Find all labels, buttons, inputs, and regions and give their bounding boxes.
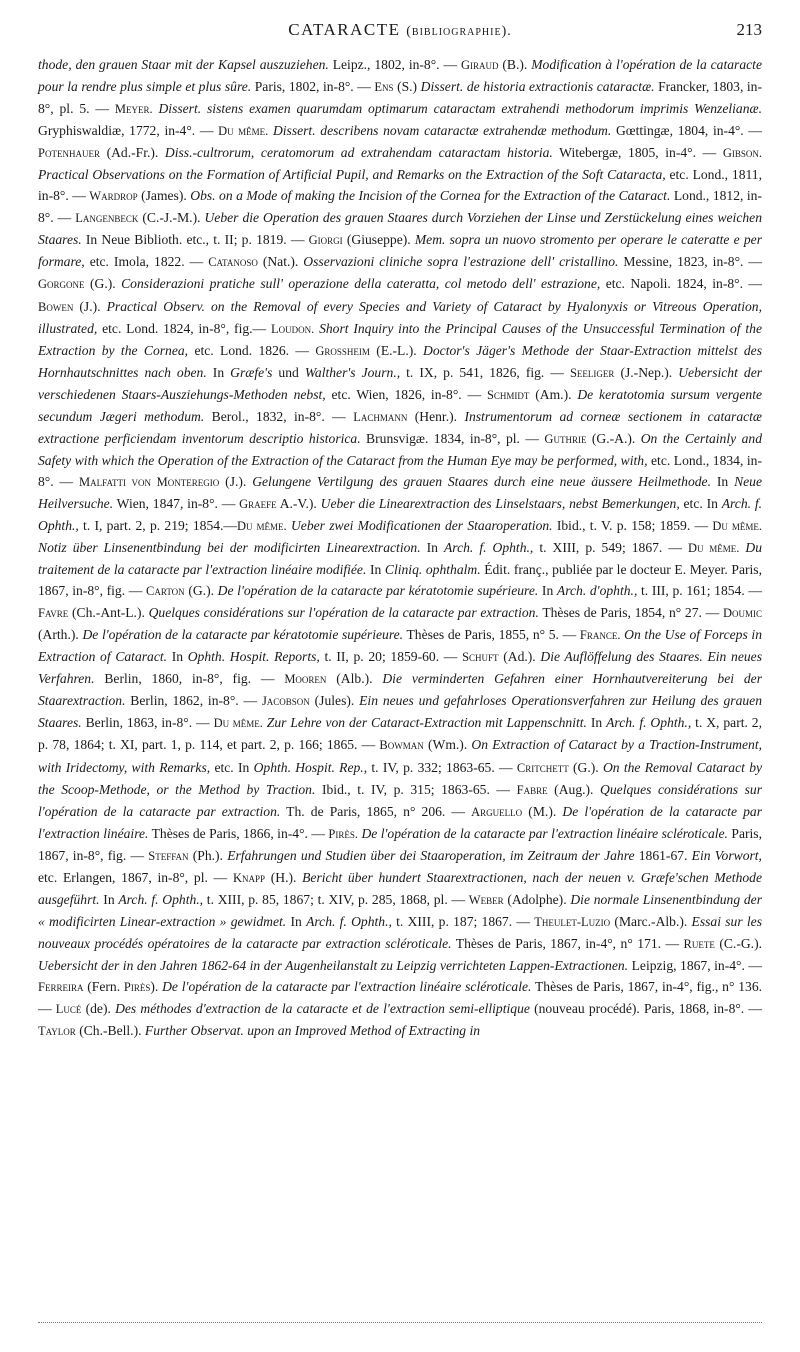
citation-text: und [272,364,305,380]
author-name: Potenhauer [38,146,100,161]
citation-text: (S.) [393,79,421,95]
citation-text: (Ph.). [188,847,228,863]
author-name: Bowman [379,738,424,753]
citation-text: (de). [81,1001,116,1017]
title-text: thode, den grauen Staar mit der Kapsel auszuziehen. [38,57,329,72]
citation-text: (Ad.-Fr.). [99,145,165,161]
citation-text: A.-V.). [276,495,321,511]
title-text: Du traitement de la cataracte par l'extraction linéaire modifiée. [38,540,763,578]
title-text: Zur Lehre von der Cataract-Extraction mit Lappenschnitt. [266,715,587,731]
title-text: Ein neues und gefahrloses Operationsverfahren zur Heilung des grauen Staares. [38,693,763,731]
title-text: Ueber die Linearextraction des Linselstaars, nebst Bemerkungen, [320,495,680,511]
citation-text: (Am.). [529,386,578,402]
citation-text: Thèses de Paris, 1855, n° 5. — [403,627,580,643]
title-text: Considerazioni pratiche sull' operazione della cateratta, col metodo dell' estrazione, [121,276,601,292]
author-name: Fabre [516,782,548,797]
citation-text: Gœttingæ, 1804, in-4°. — [611,123,762,139]
title-text: Obs. on a Mode of making the Incision of the Cornea for the Extraction of the Cataract. [190,188,671,204]
author-name: Du même. [218,124,269,139]
citation-text: (Arth.). [38,627,83,643]
author-name: Schuft [462,650,499,665]
author-name: Favre [38,606,69,621]
title-text: Practical Observations on the Formation of Artificial Pupil, and Remarks on the Extraction of the Soft Cataracta, [38,167,666,183]
author-name: Gibson. [722,146,762,161]
title-text: Dissert. describens novam cataractæ extrahendæ methodum. [272,123,612,139]
title-text: De l'opération de la cataracte par l'extraction linéaire. [38,803,763,841]
citation-text: etc. Erlangen, 1867, in-8°, pl. — [38,869,233,885]
author-name: Taylor [38,1024,76,1039]
citation-text: In [99,891,119,907]
author-name: Seeliger [569,365,615,380]
citation-text: (Adolphe). [503,891,571,907]
title-text: De l'opération de la cataracte par kératotomie supérieure. [82,627,404,643]
citation-text: Witebergæ, 1805, in-4°. — [552,145,723,161]
citation-text: Thèses de Paris, 1866, in-4°. — [148,825,329,841]
title-text: Græfe's [230,364,273,380]
citation-text: (Wm.). [423,737,472,753]
title-text: Bericht über hundert Staarextractionen, nach der neuen v. Græfe'schen Methode ausgeführt. [38,869,762,907]
title-text: Arch. f. Ophth., [606,715,692,731]
title-text: Cliniq. ophthalm. [384,562,481,578]
citation-text: (B.). [498,57,532,72]
title-text: Further Observat. upon an Improved Method of Extracting in [144,1023,481,1039]
citation-text: Brunsvigæ. 1834, in-8°, pl. — [360,430,545,446]
citation-text: In [710,473,735,489]
citation-text: Ibid., t. V. p. 158; 1859. — [552,517,713,533]
citation-text: In [366,562,385,578]
title-text: De l'opération de la cataracte par l'extraction linéaire scléroticale. [162,978,532,994]
author-name: Du même. [213,716,263,731]
author-name: Catanoso [208,255,258,270]
page-header [38,20,762,54]
author-name: Ruete [683,936,715,951]
citation-text: In [538,583,557,599]
citation-text: Paris, 1802, in-8°. — [251,79,375,95]
citation-text: Berlin, 1860, in-8°, fig. — [94,671,285,687]
citation-text: (Giuseppe). [342,232,415,248]
bibliography-paragraph [38,54,762,1042]
title-text: Arch. f. Ophth., [306,913,392,929]
author-name: Mooren [284,672,327,687]
title-text: Doctor's Jäger's Methode der Staar-Extraction mittelst des Hornhautschnittes nach oben. [38,342,762,380]
title-text: Ophth. Hospit. Reports, [187,649,320,665]
citation-text: etc. Lond., 1811, in-8°. — [38,167,762,204]
citation-text: t. II, p. 20; 1859-60. — [319,649,463,665]
citation-text: etc. In [210,759,254,775]
citation-text: In [206,364,231,380]
citation-text: Lond., 1812, in-8°. — [38,188,762,226]
citation-text: (nouveau procédé). Paris, 1868, in-8°. — [529,1001,762,1017]
author-name: Doumic [722,606,762,621]
citation-text: (Ad.). [498,649,541,665]
citation-text: Francker, 1803, in-8°, pl. 5. — [38,79,762,117]
running-title [38,20,762,40]
title-text: Erfahrungen und Studien über dei Staaroperation, im Zeitraum der Jahre [227,847,635,863]
title-text: De l'opération de la cataracte par l'extraction linéaire scléroticale. [361,825,728,841]
citation-text: Wien, 1847, in-8°. — [113,495,240,511]
citation-text: (C.-G.). [714,935,762,951]
citation-text: t. X, part. 2, p. 78, 1864; t. XI, part. 1, p. 114, et part. 2, p. 166; 1865. — [38,715,763,753]
author-name: Guthrie [544,431,587,446]
author-name: Giorgi [308,233,343,248]
title-text: Essai sur les nouveaux procédés opératoires de la cataracte par extraction scléroticale. [38,913,763,951]
author-name: Bowen [38,299,74,314]
page-number: 213 [736,20,762,39]
citation-text: Messine, 1823, in-8°. — [618,254,762,270]
title-text: Gelungene Vertilgung des grauen Staares durch eine neue äussere Heilmethode. [252,473,711,489]
author-name: Lucé [55,1002,82,1017]
title-text: Ueber die Operation des grauen Staares durch Vorziehen der Linse und Zerstückelung eines weichen Staares. [38,210,762,248]
running-title-sub: (bibliographie). [406,24,512,39]
title-text: Osservazioni cliniche sopra l'estrazione dell' cristallino. [303,254,619,270]
title-text: De keratotomia sursum vergente secundum Jægeri methodum. [38,386,762,424]
author-name: Du même. [237,518,287,533]
title-text: Des méthodes d'extraction de la cataracte et de l'extraction semi-elliptique [115,1001,530,1017]
citation-text: (G.). [568,759,603,775]
citation-text: (Ch.-Ant-L.). [68,605,149,621]
citation-text: (C.-J.-M.). [138,210,205,226]
citation-text: (Aug.). [547,781,601,797]
title-text: Arch. f. Ophth., [443,540,534,556]
citation-text: In [286,913,307,929]
document-page [38,20,762,1042]
title-text: De l'opération de la cataracte par kératotomie supérieure. [217,583,539,599]
citation-text: etc. Lond. 1826. — [188,342,316,358]
citation-text: ). [150,978,163,994]
author-name: Steffan [148,848,189,863]
title-text: Arch. f. Ophth., [118,891,204,907]
citation-text: (Fern. [83,978,124,994]
author-name: Critchett [516,760,569,775]
title-text: Dissert. sistens examen quarumdam optimarum cataractam extrahendi methodorum imprimis Wenzelianæ. [158,101,762,117]
citation-text: Ibid., t. IV, p. 315; 1863-65. — [315,781,517,797]
citation-text: In [167,649,188,665]
author-name: Meyer. [114,102,153,117]
author-name: Loudon. [270,321,315,336]
title-text: Neue Heilversuche. [38,473,763,511]
author-name: Schmidt [486,387,530,402]
citation-text: (J.). [73,298,107,314]
title-text: Ueber zwei Modificationen der Staaroperation. [290,517,553,533]
author-name: Ferreira [38,979,84,994]
title-text: Diss.-cultrorum, ceratomorum ad extrahendam cataractam historia. [164,145,553,161]
title-text: On the Removal Cataract by the Scoop-Methode, or the Method by Traction. [38,759,763,797]
title-text: Quelques considérations sur l'opération de la cataracte par extraction. [148,605,539,621]
citation-text: Gryphiswaldiæ, 1772, in-4°. — [38,123,219,139]
title-text: On the Certainly and Safety with which the Operation of the Extraction of the Cataract from the Human Eye may be performed, with, [38,430,762,468]
author-name: Du même. [687,541,740,556]
author-name: Ens [374,80,394,95]
citation-text: Thèses de Paris, 1854, n° 27. — [538,605,723,621]
citation-text: t. III, p. 161; 1854. — [637,583,762,599]
citation-text: t. I, part. 2, p. 219; 1854.— [78,517,238,533]
title-text: Die normale Linsenentbindung der « modificirten Linear-extraction » gewidmet. [38,891,763,929]
citation-text: Leipz., 1802, in-8°. — [328,57,461,72]
citation-text: t. XIII, p. 85, 1867; t. XIV, p. 285, 1868, pl. — [203,891,469,907]
author-name: Malfatti von Monteregio [79,474,220,489]
author-name: Jacobson [261,694,310,709]
author-name: Langenbeck [75,211,139,226]
title-text: Practical Observ. on the Removal of every Species and Variety of Cataract by Hyalonyxis or Vitreous Operation, illustrated, [38,298,762,336]
citation-text: (Henr.). [407,408,465,424]
author-name: Du même. [712,518,763,533]
author-name: France. [579,628,621,643]
title-text: Dissert. de historia extractionis cataractæ. [420,79,655,95]
title-text: Uebersicht der in den Jahren 1862-64 in der Augenheilanstalt zu Leipzig verrichteten Lappen-Extractionen. [38,957,629,973]
citation-text: t. IX, p. 541, 1826, fig. — [400,364,570,380]
title-text: Uebersicht der verschiedenen Staars-Ausziehungs-Methoden nebst, [38,364,763,402]
citation-text: etc. Wien, 1826, in-8°. — [325,386,487,402]
citation-text: Berol., 1832, in-8°. — [204,408,354,424]
author-name: Gorgone [38,277,85,292]
running-title-main: CATARACTE [288,20,401,39]
title-text: Ophth. Hospit. Rep., [253,759,368,775]
citation-text: 1861-67. [634,847,692,863]
citation-text: (M.). [522,803,563,819]
citation-text: In [420,540,444,556]
citation-text: In Neue Biblioth. etc., t. II; p. 1819. — [81,232,309,248]
citation-text: etc. Napoli. 1824, in-8°. — [600,276,763,292]
title-text: Short Inquiry into the Principal Causes of the Unsuccessful Termination of the Extraction by the Cornea, [38,320,762,358]
author-name: Carton [146,584,185,599]
author-name: Graefe [239,496,277,511]
author-name: Wardrop [89,189,138,204]
citation-text: Th. de Paris, 1865, n° 206. — [280,803,472,819]
citation-text: In [586,715,607,731]
footer-divider [38,1322,762,1323]
citation-text: (E.-L.). [369,342,424,358]
author-name: Arguello [471,804,523,819]
author-name: Giraud [460,58,499,72]
citation-text: Thèses de Paris, 1867, in-4°, fig., n° 136. — [38,978,763,1017]
title-text: Instrumentorum ad corneæ sectionem in cataractæ extractione perficiendam inventorum descriptio historica. [38,408,763,446]
citation-text: (H.). [265,869,303,885]
author-name: Knapp [232,870,265,885]
citation-text: Thèses de Paris, 1867, in-4°, n° 171. — [451,935,684,951]
title-text: On the Use of Forceps in Extraction of Cataract. [38,627,762,665]
citation-text: Berlin, 1862, in-8°. — [125,693,262,709]
author-name: Theulet-Luzio [534,914,611,929]
title-text: Modification à l'opération de la cataracte pour la rendre plus simple et plus sûre. [38,57,762,95]
citation-text: (J.). [219,473,253,489]
citation-text: (G.). [84,276,122,292]
author-name: Lachmann [353,409,408,424]
title-text: Arch. f. Ophth., [38,495,762,533]
title-text: Notiz über Linsenentbindung bei der modificirten Linearextraction. [38,540,421,556]
citation-text: etc. Imola, 1822. — [84,254,209,270]
citation-text: (Alb.). [326,671,383,687]
title-text: On Extraction of Cataract by a Traction-Instrument, with Iridectomy, with Remarks, [38,737,762,775]
citation-text: (Jules). [309,693,360,709]
title-text: Quelques considérations sur l'opération de la cataracte par extraction. [38,781,762,819]
title-text: Die verminderten Gefahren einer Hornhautvereiterung bei der Staarextraction. [38,671,762,709]
citation-text: etc. Lond. 1824, in-8°, fig.— [97,320,271,336]
citation-text: Berlin, 1863, in-8°. — [81,715,214,731]
title-text: Die Auflöffelung des Staares. Ein neues Verfahren. [38,649,762,687]
citation-text: (G.-A.). [586,430,641,446]
citation-text: Édit. franç., publiée par le docteur E. Meyer. Paris, 1867, in-8°, fig. — [38,562,762,599]
author-name: Pirès [123,979,151,994]
citation-text: (Marc.-Alb.). [610,913,692,929]
citation-text: (Nat.). [257,254,304,270]
citation-text: (G.). [184,583,218,599]
citation-text: Leipzig, 1867, in-4°. — [628,957,762,973]
citation-text: t. IV, p. 332; 1863-65. — [367,759,517,775]
citation-text: etc. In [679,495,722,511]
citation-text: t. XIII, p. 187; 1867. — [391,913,535,929]
title-text: Arch. d'ophth., [556,583,638,599]
title-text: Ein Vorwort, [691,847,762,863]
author-name: Weber [468,892,504,907]
citation-text: (James). [137,188,191,204]
citation-text: etc. Lond., 1834, in-8°. — [38,452,762,489]
title-text: Walther's Journ., [304,364,401,380]
author-name: Grossheim [315,343,370,358]
citation-text: (J.-Nep.). [614,364,679,380]
author-name: Pirès. [328,826,358,841]
title-text: Mem. sopra un nuovo stromento per operare le cateratte e per formare, [38,232,762,270]
citation-text: t. XIII, p. 549; 1867. — [533,540,688,556]
citation-text: (Ch.-Bell.). [75,1023,145,1039]
citation-text: Paris, 1867, in-8°, fig. — [38,825,762,863]
